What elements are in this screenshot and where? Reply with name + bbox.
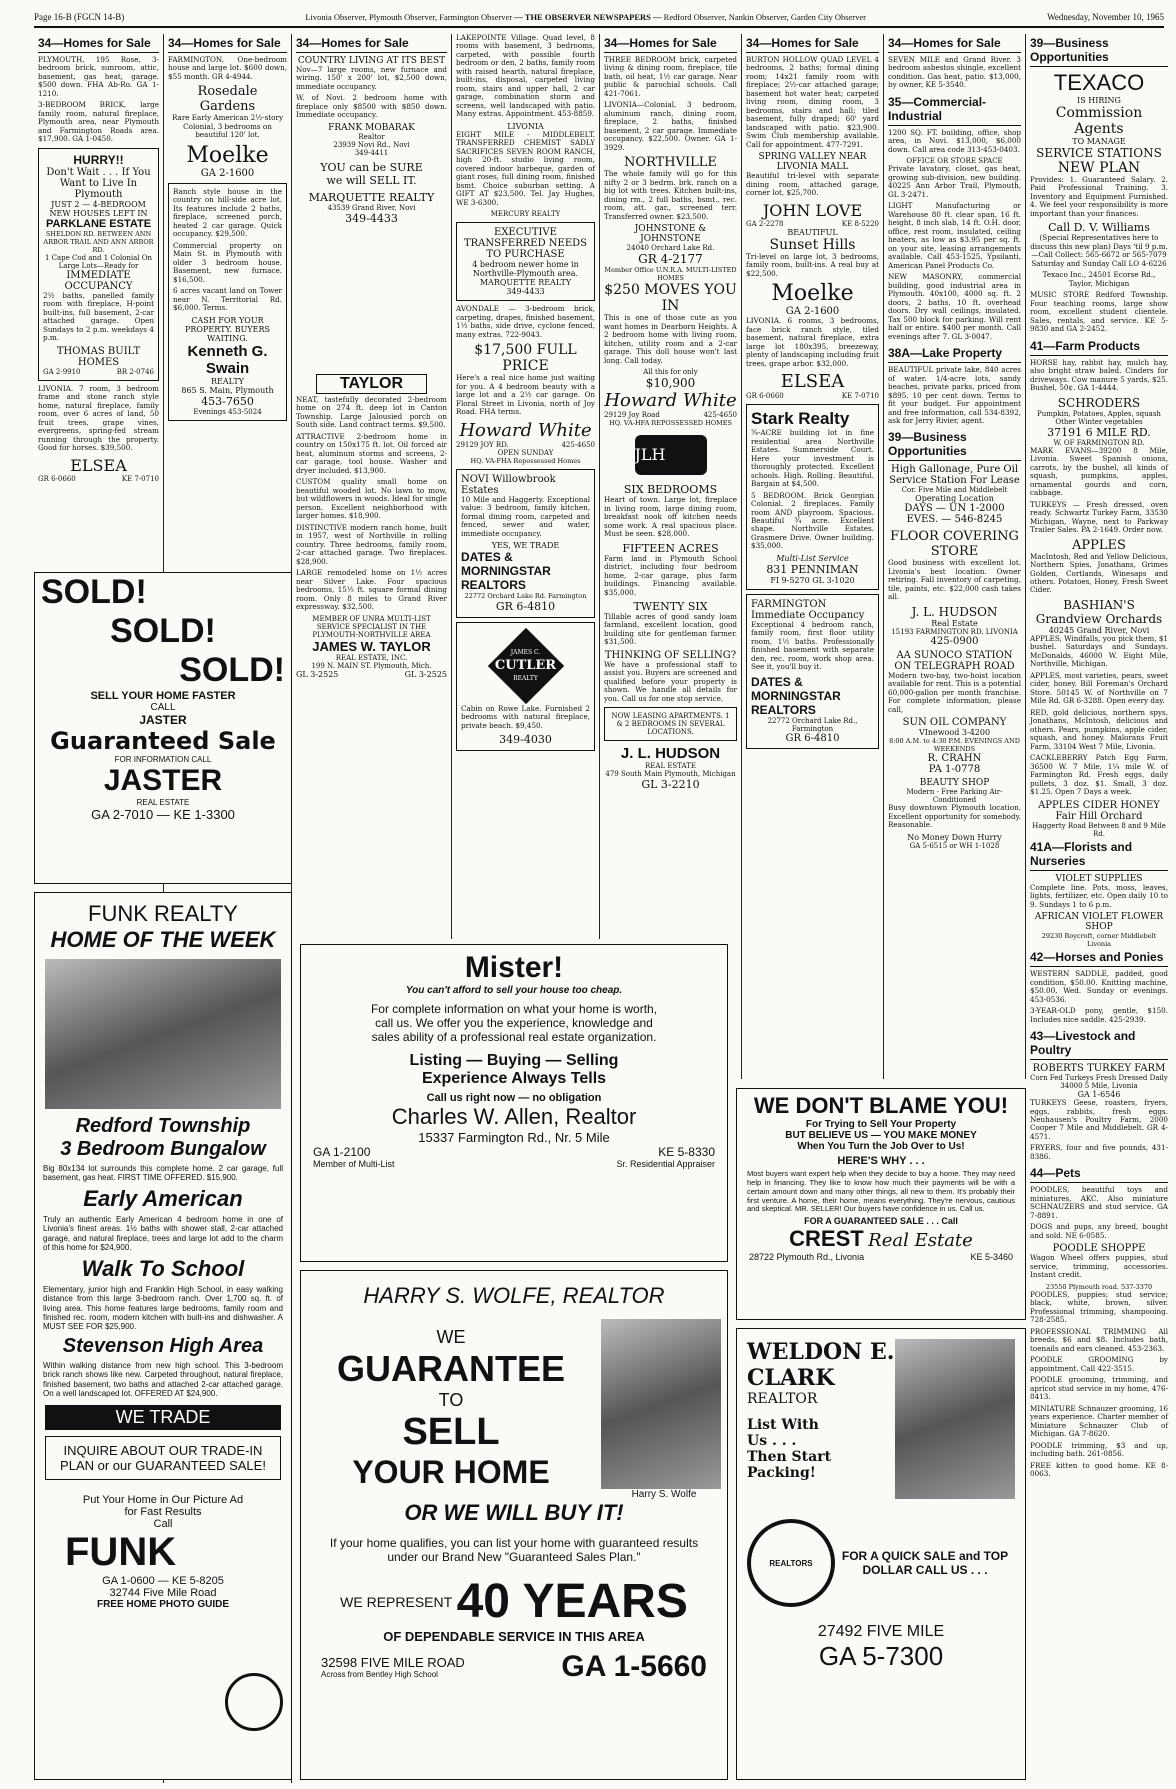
ad-text: Member Office U.N.R.A. MULTI-LISTED HOMES — [604, 266, 737, 283]
ad-text: (Special Representatives here to discuss this new plan) Days 'til 9 p.m.—Call Collect: 565-6672 or 565-7079 Saturday and Sunday Call LO 4-6226 — [1030, 233, 1168, 268]
cutler-logo: JAMES C. CUTLER REALTY — [489, 629, 563, 703]
moelke-logo: Moelke — [771, 281, 854, 307]
ad-headline: HURRY!! — [73, 152, 124, 167]
stark-realty-ad — [746, 404, 879, 590]
ad-text: JUST 2 — 4-BEDROOM NEW HOUSES LEFT IN — [49, 199, 148, 218]
ad-headline: BEAUTY SHOP — [919, 778, 990, 789]
ad-text: Don't Wait . . . If You Want to Live In Plymouth — [46, 166, 151, 200]
ad-headline: TEXACO — [1053, 70, 1145, 95]
ad-text: The whole family will go for this nifty 2 or 3 bedrm. brk. ranch on a big lot with trees. Kitchen built-ins, dining rm., 2 full baths, bsmt., rec. room, att. gar., screened terr. Transferred owner. $23,500. — [604, 169, 737, 221]
ad-headline: FRANK MOBARAK — [328, 122, 415, 133]
address: 40245 Grand River, Novi — [1048, 625, 1150, 635]
classified-ad: MARK EVANS—39200 8 Mile, Livonia. Sweet Spanish onions, carrots, by the bushel, all kinds of squash, pumpkins, apples, ornamental gourds and corn, cabbage. — [1030, 445, 1168, 498]
column-5 — [600, 34, 742, 1079]
phone: KE 7-0710 — [121, 474, 159, 483]
section-heading: 43—Livestock and Poultry — [1030, 1027, 1168, 1060]
ad-headline: J. L. HUDSON — [911, 604, 998, 619]
ad-text: Provides: 1. Guaranteed Salary. 2. Paid Professional Training. 3. Inventory and Equipment Furnished. 4. We feel your responsibility is more important than your finances. — [1030, 175, 1168, 218]
ad-text: 8:00 A.M. to 4:30 P.M. EVENINGS AND WEEKENDS — [889, 737, 1020, 754]
ad-text: No Money Down Hurry — [907, 832, 1002, 842]
ad-text: 2½ baths, panelled family room with fireplace, H-point built-ins, full basement, 2-car attached garage. Open Sundays to 2 p.m. weekdays 4 p.m. — [43, 290, 154, 343]
ad-headline: FARMINGTON — [751, 598, 827, 610]
classified-ad: Nov—7 large rooms, new furnace and wiring. 150' x 200' lot, $2,500 down, immediate occupancy. — [296, 65, 447, 91]
phone: 349-4411 — [354, 148, 389, 157]
ad-text: Busy downtown Plymouth location. Excellent opportunity for somebody. Reasonable. — [888, 803, 1021, 830]
address: W. OF FARMINGTON RD. — [1053, 438, 1145, 447]
ad-text: LARGE remodeled home on 1½ acres near Silver Lake. Four spacious bedrooms, 15½ ft. square formal dining room. Only 8 miles to Grand River expressway. $32,500. — [296, 568, 447, 612]
section-heading: 34—Homes for Sale — [168, 34, 287, 53]
moelke-logo: Moelke — [186, 142, 269, 168]
ad-headline: APPLES CIDER HONEY — [1038, 799, 1160, 811]
ad-headline: YOU can be SURE we will SELL IT. — [320, 160, 423, 187]
elsea-logo: ELSEA — [70, 455, 127, 475]
address: 29230 Roycroft, corner Middlebelt Livonia — [1041, 932, 1157, 949]
ad-text: Corn Fed Turkeys Fresh Dressed Daily 34000 5 Mile, Livonia — [1030, 1074, 1168, 1091]
ad-text: Exceptional 4 bedroom ranch, family room, first floor utility room, 1½ baths. Professionally finished basement with separate den, rec. room, work shop area. See it, you'll buy it. — [751, 619, 874, 672]
ad-text: CASH FOR YOUR PROPERTY. BUYERS WAITING. — [185, 315, 270, 343]
phone: KE 8-5220 — [841, 219, 879, 228]
classified-ad: LAKEPOINTE Village. Quad level, 8 rooms with basement, 3 bedrooms, carpeted, with possible fourth bedroom or den, 2 baths, family room with raised hearth, natural fireplace, built-ins, disposal, carpeted living room, stairs and upper hall, 2 car garage, combination storm and screens, well landscaped with patio. Many extras. Appointment. 453-8859. — [456, 34, 595, 119]
ad-text: REAL ESTATE — [645, 762, 696, 771]
ad-headline: Fair Hill Orchard — [1055, 810, 1143, 822]
ad-text: Pumpkin, Potatoes, Apples, squash Other Winter vegetables — [1037, 409, 1161, 426]
page-date: Wednesday, November 10, 1965 — [1047, 12, 1164, 22]
elsea-logo: ELSEA — [780, 371, 845, 393]
ad-headline: THOMAS BUILT HOMES — [56, 345, 141, 368]
address: Haggerty Road Between 8 and 9 Mile Rd. — [1032, 821, 1166, 838]
phone: 349-4433 — [345, 211, 398, 225]
classified-ad: 1200 SQ. FT. building, office, shop area, in Novi. $13,000, $6,000 down. Call area code 313-453-0403. — [888, 127, 1021, 154]
classified-ad: BEAUTIFUL private lake, 840 acres of water. 1/4-acre lots, sandy beaches, private parks, priced from $895. 10 per cent down. Terms to fit your budget. For appointment and free information, call 534-8392, ask for Jerry Rivier, agent. — [888, 365, 1021, 425]
address: 23550 Plymouth road. 537-3370 — [1045, 1282, 1153, 1291]
classified-ad: POODLE GROOMING by appointment. Call 422-3515. — [1030, 1355, 1168, 1373]
ad-headline: JOHN LOVE — [762, 200, 863, 220]
ad-text: SHELDON RD. BETWEEN ANN ARBOR TRAIL AND ANN ARBOR RD. — [43, 229, 154, 254]
phone: 425-4650 — [561, 440, 595, 449]
ad-text: 4 bedroom newer home in Northville-Plymouth area. — [472, 260, 579, 279]
parklane-ad — [38, 148, 159, 381]
weldon-clark-ad: WELDON E. CLARK REALTOR List With Us . . . Then Start Packing! REALTORS FOR A QUICK SALE and TOP DOLLAR CALL US . . . 27492 FIVE MILE GA 5-7300 — [736, 1328, 1026, 1780]
ad-text: OPEN SUNDAY — [497, 448, 554, 457]
section-heading: 34—Homes for Sale — [38, 34, 159, 53]
ad-text: HQ. VA-FHA Repossessed Homes — [470, 456, 581, 465]
ad-text: 1 Cape Cod and 1 Colonial On Large Lots—Ready for — [44, 253, 153, 270]
ad-text: REAL ESTATE, INC. — [335, 653, 408, 662]
ad-headline: PARKLANE ESTATE — [45, 217, 152, 230]
ad-text: Here's a real nice home just waiting for you. A 4 bedroom beauty with a large lot and a 2½ car garage. On Floral Street in Livonia, north of Joy Road. FHA terms. — [456, 373, 595, 417]
ad-headline: DATES & MORNINGSTAR REALTORS — [751, 674, 841, 717]
ad-headline: Commission Agents — [1055, 105, 1143, 137]
ad-text: Good business with excellent lot. Livonia's best location. Owner retiring. Fall inventory of carpeting, tile, paints, etc. $22,000 cash takes all. — [888, 558, 1021, 602]
ad-headline: DATES & MORNINGSTAR REALTORS — [461, 549, 551, 592]
farmington-ad — [746, 594, 879, 749]
ad-headline: BASHIAN'S Grandview Orchards — [1035, 597, 1163, 626]
ad-headline: APPLES — [1072, 537, 1126, 553]
phone: GR 6-4810 — [785, 732, 840, 744]
phone: BR 2-0746 — [116, 367, 154, 376]
phone: GR 6-0660 — [746, 392, 784, 401]
ad-headline: JAMES W. TAYLOR — [312, 638, 431, 654]
ad-headline: POODLE SHOPPE — [1052, 1243, 1146, 1255]
classified-ad: LIVONIA—Colonial, 3 bedroom, aluminum ranch, dining room, fireplace, 2 baths, finished basement, 2 car garage. Immediate occupancy. $22,500. Owner. GA 1-3929. — [604, 100, 737, 152]
page-number: Page 16-B (FGCN 14-B) — [34, 12, 125, 22]
address: 37191 6 MILE RD. — [1047, 425, 1151, 439]
ad-text: This is one of those cute as you want homes in Dearborn Heights. A 2 bedroom home with living room, kitchen, utility room and a 2-car garage. This doll house won't last long. Call today. — [604, 313, 737, 365]
ad-text: Commercial property on Main St. in Plymouth with older 3 bedroom house. Basement, new furnace. $16,500. — [173, 240, 282, 284]
ad-headline: FLOOR COVERING STORE — [890, 529, 1019, 560]
ad-text: DISTINCTIVE modern ranch home, built in 1957, west of Northville in rolling country. Three bedrooms, family room, 2-car attached garage. Two fireplaces. $28,900. — [296, 522, 447, 566]
phone: GL 3-2525 — [404, 669, 447, 679]
ad-text: Heart of town. Large lot, fireplace in living room, large dining room, breakfast nook off kitchen needs some work. A real spacious place. Must be seen. $28,000. — [604, 495, 737, 539]
address: 15193 FARMINGTON RD. LIVONIA — [891, 627, 1018, 636]
classified-ad: NEW MASONRY, commercial building, good industrial area in Plymouth. 40x100, 4000 sq. ft. 2 doors, 2 baths, 10 ft. overhead doors. Dry wall ceilings, insulated. Tax 500 block for parking. Will rent half or entire. $400 per month. Call evenings after 7. GL 3-0047. — [888, 272, 1021, 341]
classified-ad: DOGS and pups, any breed, bought and sold. NE 6-0585. — [1030, 1222, 1168, 1240]
address: 29129 JOY RD. — [456, 440, 509, 449]
ad-headline: NOVI Willowbrook Estates — [461, 473, 556, 496]
ad-headline: COUNTRY LIVING AT ITS BEST — [297, 56, 446, 66]
phone: GA 2-1600 — [785, 306, 840, 318]
ad-text: We have a professional staff to assist you. Buyers are screened and qualified before your property is shown. We handle all details for you. Call us for one stop service. — [604, 659, 737, 703]
address: 22772 Orchard Lake Rd., Farmington — [767, 716, 858, 733]
swain-ad — [168, 183, 287, 421]
section-heading: 41A—Florists and Nurseries — [1030, 838, 1168, 871]
ad-text: Multi-List Service — [776, 553, 849, 563]
address: 43539 Grand River, Novi — [327, 203, 416, 212]
ad-headline: MARQUETTE REALTY — [308, 190, 435, 204]
ad-headline: TWENTY SIX — [633, 599, 708, 613]
section-heading: 34—Homes for Sale — [604, 34, 737, 53]
phone: 349-4030 — [499, 733, 552, 747]
masthead: Livonia Observer, Plymouth Observer, Farmington Observer — THE OBSERVER NEWSPAPERS — Redford Observer, Nankin Observer, Garden City Observer — [305, 12, 866, 22]
classified-ad: WESTERN SADDLE, padded, good condition, $50.00. Knitting machine, $50.00, Wed. Sunday or evenings. 453-0536. — [1030, 969, 1168, 1004]
section-heading: 44—Pets — [1030, 1164, 1168, 1183]
classified-ad: W. of Novi. 2 bedroom home with fireplace only $8500 with $850 down. Immediate occupancy. — [296, 93, 447, 120]
novi-ad — [456, 469, 595, 618]
ad-text: BEAUTIFUL — [787, 227, 838, 237]
ad-text: Farm land in Plymouth School district, including four bedroom home, 2-car garage, plus farm buildings. Financing available. $35,000. — [604, 553, 737, 597]
ad-headline: VIOLET SUPPLIES — [1055, 873, 1143, 884]
ad-headline: Rosedale Gardens — [197, 84, 258, 115]
ad-headline: SIX BEDROOMS — [623, 483, 718, 497]
phone: 349-4433 — [506, 287, 545, 297]
taylor-ad — [292, 372, 452, 939]
funk-realty-ad: FUNK REALTY HOME OF THE WEEK Redford Township 3 Bedroom Bungalow Big 80x134 lot surrounds this complete home. 2 car garage, full basement, gas heat. FIRST TIME OFFERED. $15,900. Early American Truly an authentic Early American 4 bedroom home in one of Livonia's finest areas. 1½ baths with shower stall, 2-car attached garage, and natural fireplace, trees and large lot add to the charm of this home for $24,900. Walk To School Elementary, junior high and Franklin High School, in easy walking distance from this large 3-bedroom ranch. Over 1,700 sq. ft. of living area. This home features large bedrooms, family room and finished rec. room, modern kitchen with built-ins and dishwasher. A MUST SEE FOR $25,900. Stevenson High Area Within walking distance from new high school. This 3-bedroom brick ranch shows like new. Carpeted throughout, natural fireplace, finished basement, two baths and attached 2-car attached garage. On a well landscaped lot. OFFERED AT $24,900. WE TRADE INQUIRE ABOUT OUR TRADE-IN PLAN or our GUARANTEED SALE! Put Your Home in Our Picture Ad for Fast Results Call FUNK GA 1-0600 — KE 5-8205 32744 Five Mile Road FREE HOME PHOTO GUIDE — [34, 892, 292, 1780]
ad-text: Tillable acres of good sandy loam farmland, excellent location, good building site for gentleman farmer. $31,500. — [604, 611, 737, 647]
ad-text: Wagon Wheel offers puppies, stud service, trimming, accessories. Instant credit. — [1030, 1253, 1168, 1280]
ad-text: MERCURY REALTY — [490, 210, 561, 219]
ad-text: Beautiful tri-level with separate dining room, attached garage, corner lot, $25,700. — [746, 171, 879, 198]
classified-ad: FARMINGTON. One-bedroom house and large lot. $600 down, $55 month. GR 4-4944. — [168, 55, 287, 81]
section-heading: 39—Business Opportunities — [888, 428, 1021, 461]
phone: 425-4650 — [703, 411, 737, 420]
ad-text: Rare Early American 2½-story Colonial, 3 bedrooms on beautiful 120' lot. — [171, 113, 284, 140]
charles-allen-ad: Mister! You can't afford to sell your house too cheap. For complete information on what your home is worth, call us. We offer you the experience, knowledge and sales ability of a professional real estate organization. Listing — Buying — Selling Experience Always Tells Call us right now — no obligation Charles W. Allen, Realtor 15337 Farmington Rd., Nr. 5 Mile GA 1-2100 KE 5-8330 Member of Multi-List Sr. Residential Appraiser — [300, 944, 728, 1262]
realtors-seal-icon — [225, 1673, 283, 1731]
ad-text: Operating Location — [915, 494, 994, 504]
classified-ad: 3-YEAR-OLD pony, gentle, $150. Includes nice saddle. 425-2939. — [1030, 1006, 1168, 1024]
phone: GA 5-6515 or WH 1-1028 — [909, 841, 1000, 850]
ad-headline: SERVICE STATIONS — [1036, 146, 1162, 160]
ad-headline: Immediate Occupancy — [751, 609, 865, 621]
ad-text: Complete line. Pots, moss, leaves, lights, fertilizer, etc. Open daily 10 to 9. Sundays 1 to 6 p.m. — [1030, 882, 1168, 909]
phone: EVES. — 546-8245 — [906, 514, 1003, 526]
phone: DAYS — UN 1-2000 — [904, 503, 1005, 515]
classified-ad: Private lavatory, closet, gas heat, growing sub-division, new building. 40225 Ann Arbor Trail, Plymouth, GL 3-2471. — [888, 164, 1021, 199]
classified-ad: FRYERS, four and five pounds, 431-8386. — [1030, 1143, 1168, 1161]
ad-headline: NEW PLAN — [1057, 160, 1141, 176]
address: 831 PENNIMAN — [766, 562, 859, 576]
phone: GA 2-1600 — [200, 167, 255, 179]
ad-text: Cabin on Rowe Lake. Furnished 2 bedrooms with natural fireplace, private beach. $9,450. — [461, 703, 590, 730]
phone: GA 2-2278 — [746, 219, 784, 228]
weldon-clark-portrait — [895, 1339, 1015, 1499]
section-heading: 35—Commercial-Industrial — [888, 93, 1021, 126]
address: Cor. Five Mile and Middlebelt — [901, 486, 1008, 495]
phone: GR 4-2177 — [638, 252, 703, 267]
classified-ad: BURTON HOLLOW QUAD LEVEL 4 bedrooms, 2 baths; formal dining room; 14x21 family room with fireplace; 2½-car attached garage; basement hot water heat; carpeted living room, dining room, 3 bedrooms, stairs and hall; tiled basement, fully draped; 60' yard landscaped with patio. $23,900. Swim Club membership available. Call for appointment. 477-7291. — [746, 55, 879, 149]
classified-ad: LIVONIA. 7 room, 3 bedroom frame and stone ranch style home, natural fireplace, family room, over 6 acres of land, 50 fruit trees, grape vines, evergreens, spring-fed stream running through the property. Good for horses. $39,500. — [38, 383, 159, 453]
ad-headline: Stark Realty — [751, 409, 850, 429]
ad-text: 6 acres vacant land on Tower near N. Territorial Rd. $6,000. Terms. — [173, 286, 282, 313]
classified-ad: 3-BEDROOM BRICK, large family room, natural fireplace, Plymouth area, near Plymouth and Farmington Roads area. $17,900. GA 1-0450. — [38, 100, 159, 144]
ad-headline: SUN OIL COMPANY — [902, 717, 1007, 729]
phone: KE 7-0710 — [841, 392, 879, 401]
phone: GA 2-9910 — [43, 367, 81, 376]
classified-ad: RED, gold delicious, northern spys, Jonathans, McIntosh, delicious and others. Pears, pumpkins, apple cider, squash, and honey. Malorans Fruit Farm, 33104 West 7 Mile, Livonia. — [1030, 707, 1168, 751]
crest-real-estate-ad: WE DON'T BLAME YOU! For Trying to Sell Your Property BUT BELIEVE US — YOU MAKE MONEY When You Turn the Job Over to Us! HERE'S WHY . . . Most buyers want expert help when they decide to buy a home. They may need help in financing. They like to know how much their payments will be with a certain amount down and many other things, all new to them. It's probably their first venture. A home, their home, means everything. They're nervous, cautious and skeptical. MR. SELLER! Our buyers have confidence in us. Call us. FOR A GUARANTEED SALE . . . Call CREST Real Estate 28722 Plymouth Rd., Livonia KE 5-3460 — [736, 1088, 1026, 1320]
ad-text: Real Estate — [931, 618, 978, 628]
executive-ad — [456, 222, 595, 301]
ad-text: Tri-level on large lot, 3 bedrooms, family room, built-ins. A real buy at $22,500. — [746, 251, 879, 278]
house-photo — [45, 959, 281, 1109]
ad-text: REALTY — [211, 376, 244, 386]
ad-headline: SCHRODERS — [1057, 395, 1141, 410]
phone: 425-0900 — [930, 635, 979, 647]
classified-ad: MUSIC STORE Redford Township. Four teaching rooms, large show room, excellent student clientele. Sales, rentals, and service. KE 5-9830 and GA 2-2452. — [1030, 290, 1168, 334]
section-heading: 34—Homes for Sale — [296, 34, 447, 53]
ad-text: ATTRACTIVE 2-bedroom home in country on 150x175 ft. lot. Oil forced air heat, aluminum storms and screens, 2-car garage, tool house. Washer and dryer included. $13,900. — [296, 431, 447, 475]
classified-ad: FREE kitten to good home. KE 8-0063. — [1030, 1460, 1168, 1478]
classified-ad: PLYMOUTH, 195 Rose, 3-bedroom brick, sunroom, attic, basement, gas heat, garage. $500 down. FHA Ab-Ro. GA 1-1210. — [38, 55, 159, 98]
classified-ad: POODLES, puppies; stud service; black, white, brown, silver. Professional trimming, shampooing. 728-2585. — [1030, 1289, 1168, 1325]
section-heading: 34—Homes for Sale — [746, 34, 879, 53]
ad-headline: NORTHVILLE — [624, 155, 717, 171]
leasing-ad: NOW LEASING APARTMENTS. 1 & 2 BEDROOMS IN SEVERAL LOCATIONS. — [604, 707, 737, 741]
phone: VInewood 3-4200 — [918, 728, 991, 738]
ad-headline: THINKING OF SELLING? — [604, 649, 737, 661]
address: 29129 Joy Road — [604, 411, 660, 420]
ad-text: TO MANAGE — [1072, 137, 1126, 146]
classified-ad: EIGHT MILE - MIDDLEBELT. TRANSFERRED CHEMIST SADLY SACRIFICES SEVEN ROOM RANCH, high 20-ft. studio living room, covered indoor barbeque, garden of giant roses, full dining room, finished bsmt. Choice suburban setting. A GIFT AT $23,500. Tel. Jay Hughes, WE 3-6300. — [456, 129, 595, 207]
ad-text: IS HIRING — [1077, 96, 1121, 105]
column-6 — [742, 34, 884, 1079]
ad-text: Ranch style house in the country on hill-side acre lot. Its features include 2 baths, fireplace, screened porch, heated 2 car garage. Quick occupancy. $29,500. — [173, 186, 282, 239]
ad-headline: FIFTEEN ACRES — [622, 541, 719, 555]
ad-headline: Kenneth G. Swain — [187, 342, 268, 377]
address: 24040 Orchard Lake Rd. — [626, 244, 715, 253]
ad-text: MEMBER OF UNRA MULTI-LIST SERVICE SPECIALIST IN THE PLYMOUTH-NORTHVILLE AREA — [312, 614, 431, 639]
classified-ad: TURKEYS Geese, roasters, fryers, eggs, rabbits, fresh eggs. Neuhausen's Poultry Farm, 2000 Cooper 7 Mile and Middlebelt. GR 4-4571. — [1030, 1098, 1168, 1141]
phone: PA 1-0778 — [928, 764, 981, 776]
ad-headline: $250 MOVES YOU IN — [604, 282, 737, 315]
classified-ad: APPLES, Windfalls, you pick them, $1 bushel. Saturdays and Sundays. McDonalds, 46000 W. Eight Mile, Northville, Michigan. — [1030, 633, 1168, 669]
ad-headline: J. L. HUDSON — [620, 745, 721, 763]
section-heading: 38A—Lake Property — [888, 344, 1021, 363]
phone: GL 3-2210 — [641, 778, 700, 792]
ad-headline: JOHNSTONE & JOHNSTONE — [634, 224, 707, 245]
ad-text: Realtor — [358, 132, 385, 141]
ad-text: 5 BEDROOM. Brick Georgian Colonial. 2 fireplaces. Family room AND playroom. Spacious. Beautiful ¾ acre. Excellent shape. Northville Estates. Grasmere Drive. Owner building. $35,000. — [751, 490, 874, 551]
ad-headline: R. CRAHN — [927, 753, 982, 765]
jaster-sold-ad: SOLD! SOLD! SOLD! SELL YOUR HOME FASTER CALL JASTER Guaranteed Sale FOR INFORMATION CALL JASTER REAL ESTATE GA 2-7010 — KE 1-3300 — [34, 572, 292, 884]
ad-text: Modern - Free Parking Air-Conditioned — [906, 788, 1003, 805]
phone: GR 6-0660 — [38, 474, 76, 483]
phone: 453-7650 — [201, 394, 254, 408]
section-heading: 42—Horses and Ponies — [1030, 948, 1168, 967]
ad-headline: AA SUNOCO STATION ON TELEGRAPH ROAD — [894, 649, 1015, 672]
address: 479 South Main Plymouth, Michigan — [605, 770, 736, 779]
ad-headline: LIVONIA — [507, 121, 544, 131]
classified-ad: AVONDALE — 3-bedroom brick, carpeting, drapes, finished basement, 1½ baths, side drive, cyclone fenced, many extras. 722-9043. — [456, 304, 595, 339]
phone: GL 3-2525 — [296, 669, 339, 679]
ad-text: CUSTOM quality small home on beautiful wooded lot. No lawn to mow, but wildflowers in woods. Ideal for single person. Excellent neighborhood with larger homes. $18,900. — [296, 477, 447, 521]
jlh-logo: JLH — [635, 435, 707, 475]
ad-text: ¾-ACRE building lot in fine residential area Northville Estates. Summerside Court. Here your investment is thoroughly protected. Excellent schools. High. Rolling. Beautiful. Bargain at $4,500. — [751, 428, 874, 489]
section-heading: 34—Homes for Sale — [888, 34, 1021, 53]
classified-ad: MINIATURE Schnauzer grooming, 16 years experience. Charter member of Miniature Schnauzer Club of Michigan. GA 7-8620. — [1030, 1403, 1168, 1439]
classified-ad: CACKLEBERRY Patch Egg Farm, 36500 W. 7 Mile, 1¼ mile W. of Farmington Rd. Fresh eggs, daily pullets, 3 doz. $1. Small, 3 doz. $1.25. Open 7 Days a week. — [1030, 753, 1168, 797]
classified-ad: SEVEN MILE and Grand River. 3 bedroom asbestos shingle, excellent condition. Gas heat, patio. $13,000, by owner, KE 5-3540. — [888, 55, 1021, 90]
ad-headline: EXECUTIVE TRANSFERRED NEEDS TO PURCHASE — [463, 227, 588, 261]
ad-headline: $17,500 FULL PRICE — [474, 342, 577, 375]
phone: GR 6-4810 — [495, 599, 556, 613]
section-heading: 39—Business Opportunities — [1030, 34, 1168, 67]
harry-wolfe-portrait — [601, 1319, 721, 1489]
column-8 — [1026, 34, 1172, 1783]
classified-ad: THREE BEDROOM brick, carpeted living & dining room, fireplace, tile bath, oil heat, 1½ car garage. Near public & parochial schools. Call 421-7061. — [604, 55, 737, 98]
classified-ad: PROFESSIONAL TRIMMING All breeds, $6 and $8. Includes bath, toenails and ears cleaned. 453-2363. — [1030, 1326, 1168, 1353]
ad-headline: AFRICAN VIOLET FLOWER SHOP — [1034, 912, 1164, 933]
address: Texaco Inc., 24501 Ecorse Rd., Taylor, Michigan — [1042, 270, 1156, 288]
ad-text: YES, WE TRADE — [491, 540, 560, 550]
address: 23939 Novi Rd., Novi — [333, 140, 410, 149]
classified-ad: POODLE trimming, $3 and up, including bath. 261-0856. — [1030, 1440, 1168, 1459]
page-header — [34, 8, 1164, 28]
classified-ad: TURKEYS — Fresh dressed, oven ready. Schwartz Turkey Farm, 33530 Michigan, Wayne, next to Parkway Trailer Sales. PA 2-1649. Order now. — [1030, 499, 1168, 535]
ad-text: NEAT, tastefully decorated 2-bedroom home on 274 ft. deep lot in Canton Township. Large Jalousied porch on South side. Land contract terms. $9,500. — [296, 395, 447, 430]
classified-ad: POODLE grooming, trimming, and apricot stud service in my home, 476-8413. — [1030, 1375, 1168, 1402]
ad-headline: OFFICE OR STORE SPACE — [906, 157, 1003, 166]
price: $10,900 — [645, 376, 696, 391]
phone: FI 9-5270 GL 3-1020 — [770, 575, 855, 585]
classified-ad: APPLES, most varieties, pears, sweet cider, honey. Bill Foreman's Orchard Store. 50145 W. of Northville on 7 Mile Rd. GR 6-3288. Open every day. — [1030, 670, 1168, 706]
phone: GA 1-6546 — [1077, 1090, 1121, 1100]
address: 22772 Orchard Lake Rd. Farmington — [464, 591, 587, 600]
column-7 — [884, 34, 1026, 1079]
address: 199 N. MAIN ST. Plymouth, Mich. — [311, 661, 432, 670]
column-4 — [452, 34, 600, 939]
ad-text: MARQUETTE REALTY — [479, 278, 572, 288]
harry-wolfe-ad: HARRY S. WOLFE, REALTOR WE GUARANTEE TO SELL YOUR HOME Harry S. Wolfe OR WE WILL BUY IT! If your home qualifies, you can list your home with guaranteed results under our Brand New "Guaranteed Sales Plan." WE REPRESENT 40 YEARS OF DEPENDABLE SERVICE IN THIS AREA 32598 FIVE MILE ROAD Across from Bentley High School GA 1-5660 — [300, 1270, 728, 1780]
address: 865 S. Main, Plymouth — [181, 385, 274, 395]
classified-ad: POODLES, beautiful toys and miniatures, AKC. Also miniature SCHNAUZERS and stud service. GA 7-8891. — [1030, 1185, 1168, 1220]
ad-text: HQ. VA-HFA REPOSSESSED HOMES — [609, 419, 732, 428]
cutler-ad — [456, 622, 595, 751]
phone: Evenings 453-5024 — [193, 407, 262, 416]
classified-ad: HORSE hay, rabbit hay, mulch hay, also bright straw baled. Cinders for driveways. Cow manure 5 yards, $25. Bushel, 50¢. GA 1-4444. — [1030, 357, 1168, 393]
ad-headline: High Gallonage, Pure Oil Service Station For Lease — [889, 464, 1020, 487]
ad-text: All this for only — [643, 368, 698, 377]
ad-text: Modern two-bay, two-hoist location available for rent. This is a potential 60,000-gallon per month franchise. For complete information, please call, — [888, 670, 1021, 714]
ad-headline: SPRING VALLEY NEAR LIVONIA MALL — [758, 152, 867, 173]
howard-white-logo: Howard White — [604, 390, 737, 412]
ad-headline: TAYLOR — [316, 374, 427, 394]
ad-headline: IMMEDIATE OCCUPANCY — [64, 269, 133, 292]
realtors-seal-icon: REALTORS — [747, 1519, 835, 1607]
section-heading: 41—Farm Products — [1030, 337, 1168, 356]
ad-headline: Sunset Hills — [769, 236, 856, 253]
ad-headline: ROBERTS TURKEY FARM — [1032, 1063, 1166, 1075]
ad-text: 10 Mile and Haggerty. Exceptional value: 3 bedroom, family kitchen, formal dining room, carpeted and fenced, sewer and water, immediate occupancy. — [461, 494, 590, 538]
ad-text: MacIntosh, Red and Yellow Delicious, Northern Spies, Jonathans, Grimes Golden, Cortlands, Winesaps and others. Potatoes, Honey, Fresh Sweet Cider. — [1030, 551, 1168, 595]
classified-ad: LIGHT Manufacturing or Warehouse 80 ft. clear span, 16 ft. height, 8 inch slab, 14 ft. O.H. door, office, rest room, insulated, ceiling heaters, as low as $3.95 per sq. ft. on your site, leasing arrangements available. Call 453-1525, Ypsilanti, American Panel Products Co. — [888, 201, 1021, 270]
classified-ad: LIVONIA. 6 rooms, 3 bedrooms, face brick ranch style, tiled basement, natural fireplace, extra large lot 180x395, breezeway, plenty of landscaping including fruit trees, grape arbor. $32,000. — [746, 316, 879, 368]
howard-white-logo: Howard White — [459, 419, 592, 441]
ad-headline: Call D. V. Williams — [1048, 221, 1150, 235]
